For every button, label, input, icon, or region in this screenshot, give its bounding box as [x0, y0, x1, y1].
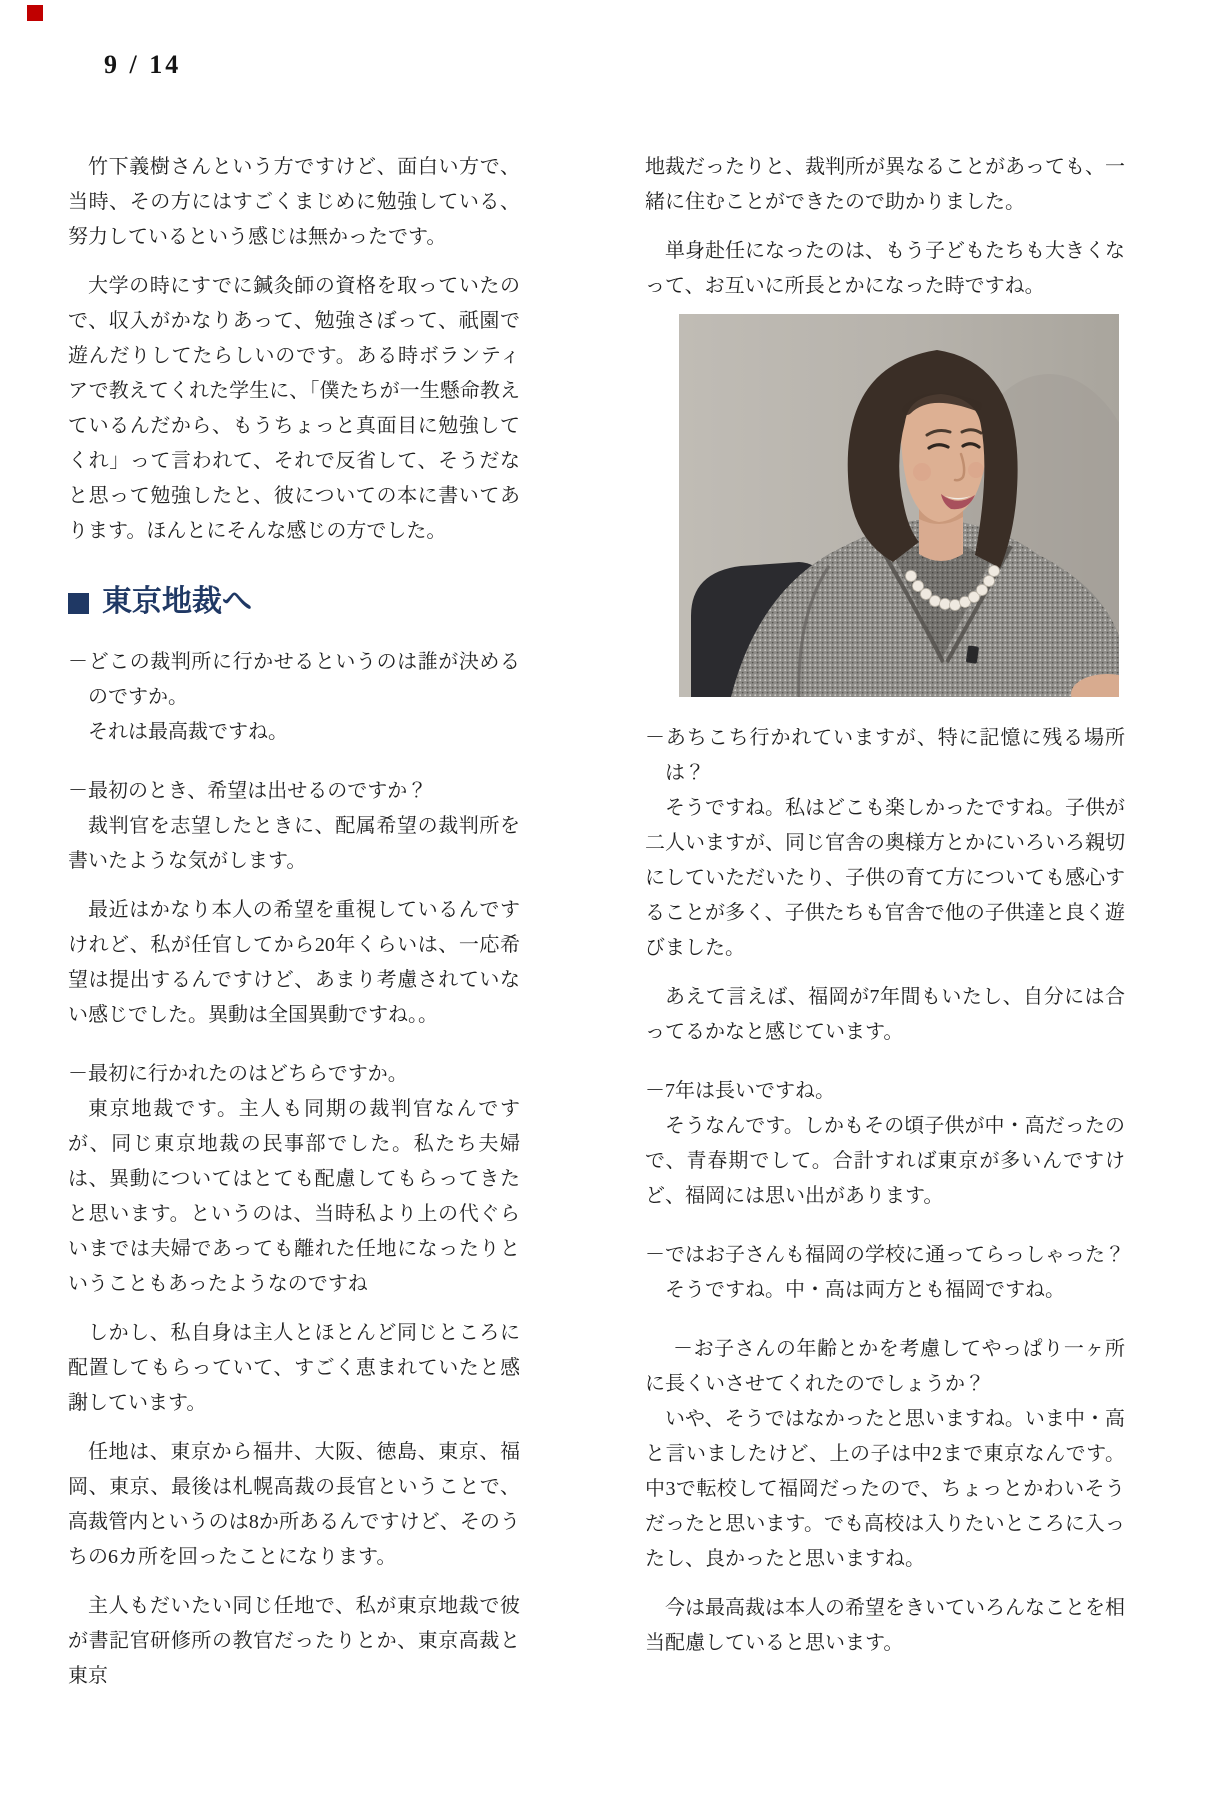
page-number: 9 / 14: [104, 50, 182, 79]
answer-paragraph: 主人もだいたい同じ任地で、私が東京地裁で彼が書記官研修所の教官だったりとか、東京高裁と東京: [68, 1594, 520, 1687]
answer-paragraph: 最近はかなり本人の希望を重視しているんですけれど、私が任官してから20年くらいは、一応希望は提出するんですけど、あまり考慮されていない感じでした。異動は全国異動ですね。。: [68, 898, 520, 1026]
answer-paragraph: 単身赴任になったのは、もう子どもたちも大きくなって、お互いに所長とかになった時ですね。: [645, 240, 1125, 297]
answer-paragraph: 大学の時にすでに鍼灸師の資格を取っていたので、収入がかなりあって、勉強さぼって、祇園で遊んだりしてたらしいのです。ある時ボランティアで教えてくれた学生に、「僕たちが一生懸命教えているんだから、もうちょっと真面目に勉強してくれ」って言われて、それで反省して、そうだなと思って勉強したと、彼についての本に書いてあります。ほんとにそんな感じの方でした。: [68, 275, 520, 542]
corner-marker: [27, 5, 43, 21]
right-column: [645, 150, 1125, 1675]
answer-paragraph: それは最高裁ですね。: [88, 720, 288, 743]
answer-paragraph: そうですね。私はどこも楽しかったですね。子供が二人いますが、同じ官舎の奥様方とかにいろいろ親切にしていただいたり、子供の育て方についても感心することが多く、子供たちも官舎で他の子供達と良く遊びました。: [645, 797, 1125, 959]
question-paragraph: －最初のとき、希望は出せるのですか？: [68, 779, 428, 802]
heading-label: 東京地裁へ: [102, 585, 252, 618]
continuation-paragraph: 地裁だったりと、裁判所が異なることがあっても、一緒に住むことができたので助かりました。: [645, 156, 1125, 213]
photo-mic-clip: [966, 645, 979, 663]
question-paragraph: －どこの裁判所に行かせるというのは誰が決めるのですか。: [68, 650, 520, 708]
answer-paragraph: そうなんです。しかもその頃子供が中・高だったので、青春期でして。合計すれば東京が多いんですけど、福岡には思い出があります。: [645, 1115, 1125, 1207]
answer-paragraph: 今は最高裁は本人の希望をきいていろんなことを相当配慮していると思います。: [645, 1597, 1125, 1654]
answer-paragraph: 東京地裁です。主人も同期の裁判官なんですが、同じ東京地裁の民事部でした。私たち夫婦は、異動についてはとても配慮してもらってきたと思います。というのは、当時私より上の代ぐらいまでは夫婦であっても離れた任地になったりということもあったようなのですね: [68, 1097, 520, 1295]
question-paragraph: －7年は長いですね。: [645, 1080, 835, 1102]
question-paragraph: －最初に行かれたのはどちらですか。: [68, 1062, 408, 1085]
question-paragraph: －ではお子さんも福岡の学校に通ってらっしゃった？: [645, 1244, 1125, 1266]
interview-photo-graphic: [679, 314, 1119, 697]
question-paragraph: －あちこち行かれていますが、特に記憶に残る場所は？: [645, 727, 1125, 784]
answer-paragraph: 裁判官を志望したときに、配属希望の裁判所を書いたような気がします。: [68, 814, 520, 872]
question-paragraph: －お子さんの年齢とかを考慮してやっぱり一ヶ所に長くいさせてくれたのでしょうか？: [645, 1338, 1125, 1395]
answer-paragraph: あえて言えば、福岡が7年間もいたし、自分には合ってるかなと感じています。: [645, 986, 1125, 1043]
answer-paragraph: 竹下義樹さんという方ですけど、面白い方で、当時、その方にはすごくまじめに勉強している、努力しているという感じは無かったです。: [68, 156, 520, 248]
answer-paragraph: 任地は、東京から福井、大阪、徳島、東京、福岡、東京、最後は札幌高裁の長官ということで、高裁管内というのは8か所あるんですけど、そのうちの6カ所を回ったことになります。: [68, 1440, 520, 1568]
interview-photo: [679, 314, 1119, 697]
answer-paragraph: しかし、私自身は主人とほとんど同じところに配置してもらっていて、すごく恵まれていたと感謝しています。: [68, 1321, 520, 1414]
answer-paragraph: いや、そうではなかったと思いますね。いま中・高と言いましたけど、上の子は中2まで東京なんです。中3で転校して福岡だったので、ちょっとかわいそうだったと思います。でも高校は入りたいところに入ったし、良かったと思いますね。: [645, 1408, 1125, 1570]
left-column: [68, 150, 520, 1708]
answer-paragraph: そうですね。中・高は両方とも福岡ですね。: [665, 1279, 1065, 1301]
heading-square-icon: [68, 593, 89, 614]
section-heading: [68, 583, 520, 621]
